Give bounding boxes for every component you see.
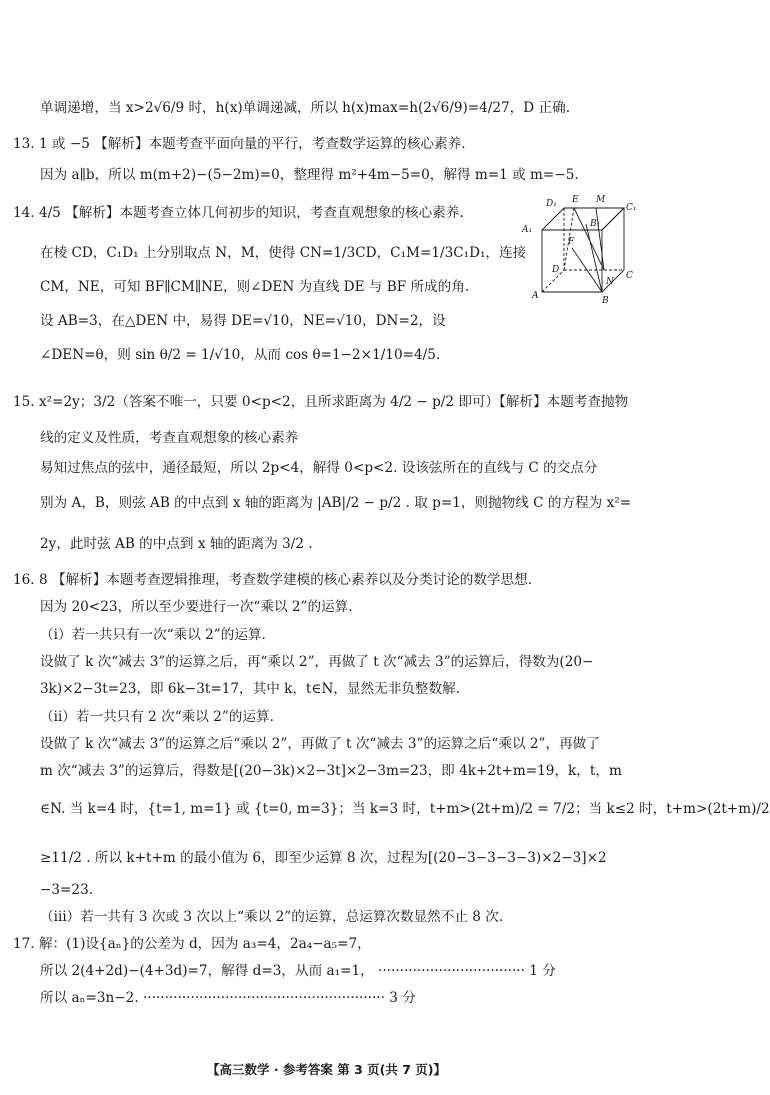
text-line: 设做了 k 次“减去 3”的运算之后，再“乘以 2”，再做了 t 次“减去 3”的运算后，得数为(20− <box>40 654 594 670</box>
text-line: 单调递增，当 x>2√6/9 时，h(x)单调递减，所以 h(x)max=h(2√6/9)=4/27，D 正确. <box>40 100 571 116</box>
question-14-heading: 14. 4/5 【解析】本题考查立体几何初步的知识，考查直观想象的核心素养. <box>13 205 464 221</box>
case-ii-heading: （ⅱ）若一共只有 2 次“乘以 2”的运算. <box>40 709 274 725</box>
text-line: m 次“减去 3”的运算后，得数是[(20−3k)×2−3t]×2−3m=23，即 4k+2t+m=19，k，t，m <box>40 763 622 779</box>
text-line: 3k)×2−3t=23，即 6k−3t=17，其中 k，t∈N，显然无非负整数解. <box>40 681 461 697</box>
text-line: 易知过焦点的弦中，通径最短，所以 2p<4，解得 0<p<2. 设该弦所在的直线与 C 的交点分 <box>40 460 598 476</box>
label-F: F <box>568 237 575 247</box>
text-line: 因为 a∥b，所以 m(m+2)−(5−2m)=0，整理得 m²+4m−5=0，解得 m=1 或 m=−5. <box>40 167 579 183</box>
label-E: E <box>572 195 579 205</box>
label-D1: D₁ <box>546 199 557 209</box>
label-B1: B₁ <box>590 219 601 229</box>
text-line: 别为 A，B，则弦 AB 的中点到 x 轴的距离为 |AB|/2 − p/2 . 取 p=1，则抛物线 C 的方程为 x²= <box>40 495 632 511</box>
text-line: 设 AB=3，在△DEN 中，易得 DE=√10，NE=√10，DN=2，设 <box>40 313 446 329</box>
label-B: B <box>602 296 609 306</box>
cube-figure <box>512 190 638 306</box>
text-line: −3=23. <box>40 882 94 898</box>
label-C: C <box>626 271 633 281</box>
question-15-heading: 15. x²=2y；3/2（答案不唯一，只要 0<p<2，且所求距离为 4/2 − p/2 即可）【解析】本题考查抛物 <box>13 394 629 410</box>
text-line: 因为 20<23，所以至少要进行一次“乘以 2”的运算. <box>40 599 353 615</box>
text-line: 设做了 k 次“减去 3”的运算之后“乘以 2”，再做了 t 次“减去 3”的运算之后“乘以 2”，再做了 <box>40 736 600 752</box>
text-line: 在棱 CD，C₁D₁ 上分别取点 N，M，使得 CN=1/3CD，C₁M=1/3C₁D₁，连接 <box>40 245 527 261</box>
text-line: ≥11/2 . 所以 k+t+m 的最小值为 6，即至少运算 8 次，过程为[(20−3−3−3−3)×2−3]×2 <box>40 850 607 866</box>
label-C1: C₁ <box>626 203 637 213</box>
label-A: A <box>532 291 539 301</box>
case-i-heading: （ⅰ）若一共只有一次“乘以 2”的运算. <box>40 627 266 643</box>
label-M: M <box>596 195 606 205</box>
text-line: 线的定义及性质，考查直观想象的核心素养 <box>40 430 299 446</box>
question-16-heading: 16. 8 【解析】本题考查逻辑推理，考查数学建模的核心素养以及分类讨论的数学思想. <box>13 572 533 588</box>
text-line: 所以 aₙ=3n−2. ························································ 3 分 <box>40 990 416 1006</box>
label-A1: A₁ <box>522 225 533 235</box>
label-N: N <box>606 277 614 287</box>
text-line: 所以 2(4+2d)−(4+3d)=7，解得 d=3，从而 a₁=1， ·································· 1 分 <box>40 963 556 979</box>
text-line: CM，NE，可知 BF∥CM∥NE，则∠DEN 为直线 DE 与 BF 所成的角. <box>40 279 470 295</box>
text-line: ∈N. 当 k=4 时，{t=1, m=1} 或 {t=0, m=3}；当 k=3 时，t+m>(2t+m)/2 = 7/2；当 k≤2 时，t+m>(2t+m)/2 <box>40 801 770 817</box>
question-17-heading: 17. 解：(1)设{aₙ}的公差为 d，因为 a₃=4，2a₄−a₅=7， <box>13 936 371 952</box>
page-footer: 【高三数学 · 参考答案 第 3 页(共 7 页)】 <box>206 1062 447 1077</box>
question-13-heading: 13. 1 或 −5 【解析】本题考查平面向量的平行，考查数学运算的核心素养. <box>13 136 466 152</box>
text-line: 2y，此时弦 AB 的中点到 x 轴的距离为 3/2 . <box>40 536 313 552</box>
label-D: D <box>552 265 560 275</box>
case-iii-heading: （ⅲ）若一共有 3 次或 3 次以上“乘以 2”的运算，总运算次数显然不止 8 次. <box>40 909 504 925</box>
text-line: ∠DEN=θ，则 sin θ/2 = 1/√10，从而 cos θ=1−2×1/10=4/5. <box>40 347 441 363</box>
